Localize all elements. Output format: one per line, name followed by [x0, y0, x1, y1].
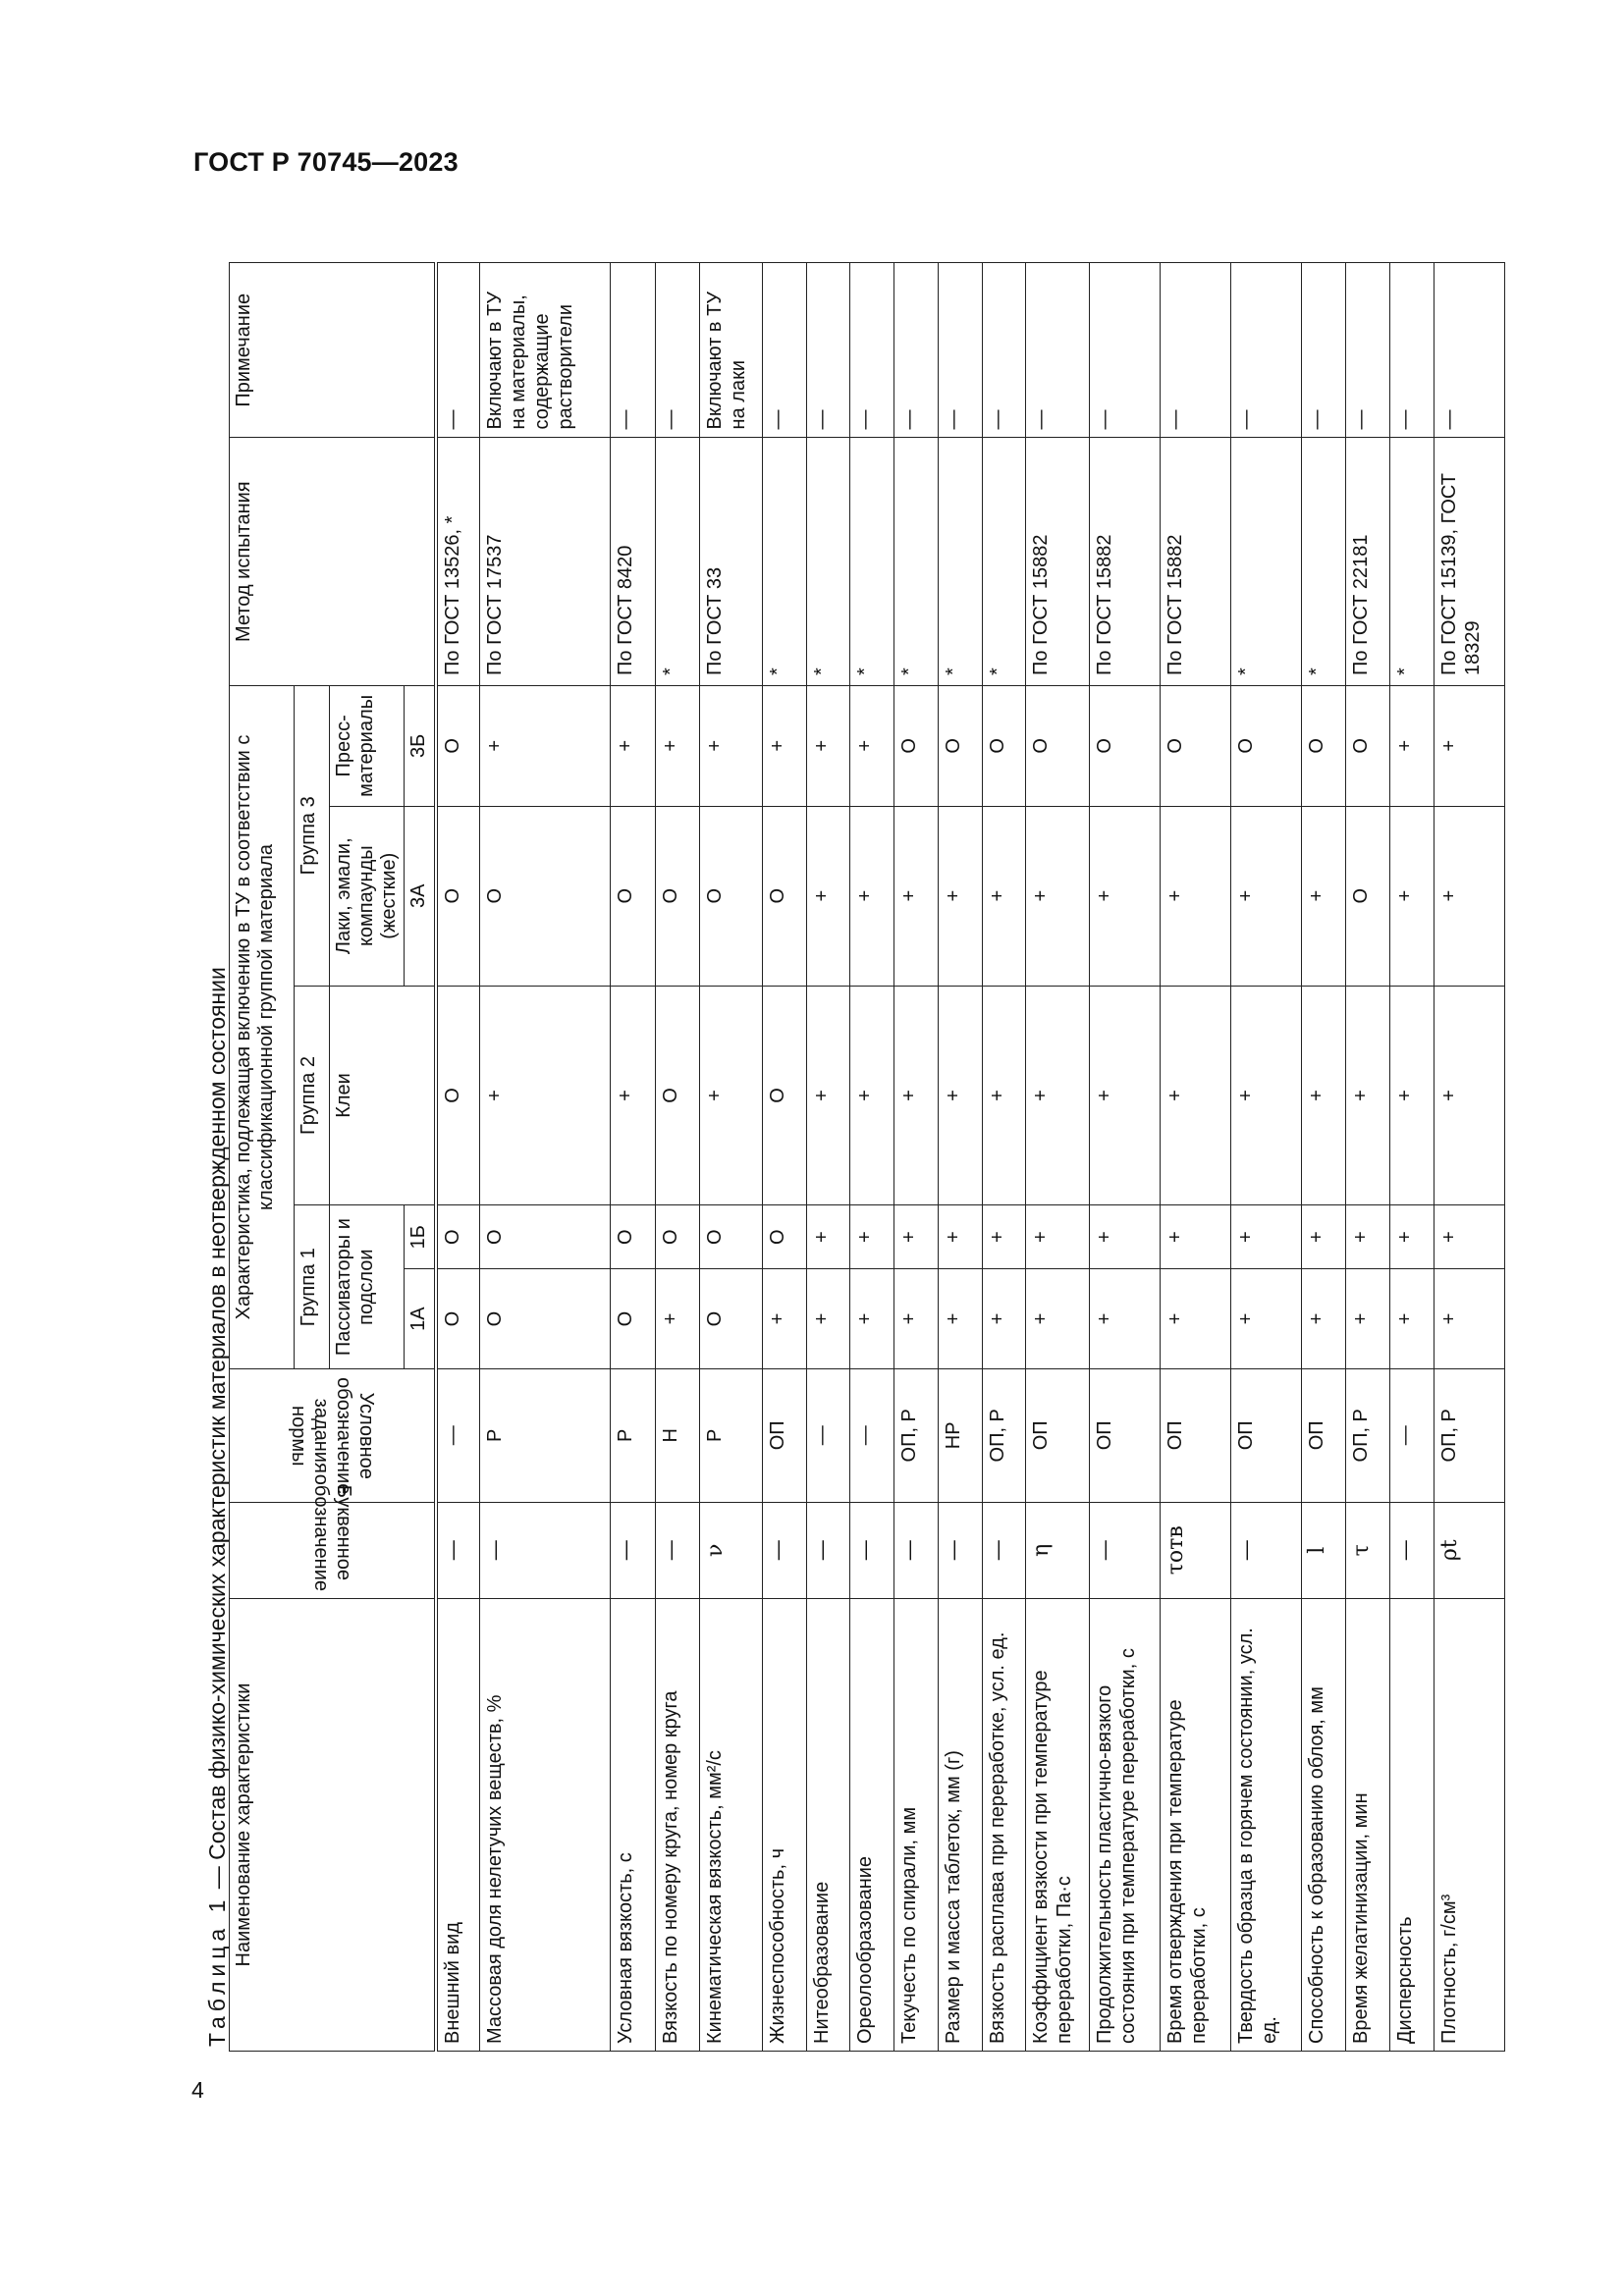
row-note: Включают в ТУ на материалы, содержащие растворители [479, 263, 610, 438]
row-group-3a: + [938, 806, 982, 986]
row-group-2: + [1160, 986, 1230, 1205]
page-number: 4 [191, 2077, 204, 2103]
row-norm: ОП, Р [1434, 1369, 1504, 1503]
row-letter: η [1026, 1502, 1089, 1598]
row-group-1b: + [1434, 1205, 1504, 1269]
row-norm: ОП [1026, 1369, 1089, 1503]
row-group-1b: О [762, 1205, 806, 1269]
row-group-1b: + [1302, 1205, 1346, 1269]
row-group-3a: О [436, 806, 480, 986]
table-row [436, 263, 480, 2052]
row-name: Твердость образца в горячем состоянии, усл. ед. [1231, 1599, 1302, 2052]
row-group-3b: + [1389, 685, 1434, 806]
row-group-3a: О [610, 806, 655, 986]
row-group-3a: О [1346, 806, 1390, 986]
row-letter: ρt [1434, 1502, 1504, 1598]
header-letter [230, 1473, 436, 1598]
row-group-1b: О [479, 1205, 610, 1269]
row-method: По ГОСТ 13526, * [436, 438, 480, 686]
row-group-3b: О [436, 685, 480, 806]
header-col-1a: 1А [405, 1269, 436, 1369]
row-group-3b: О [982, 685, 1026, 806]
row-group-3a: + [1026, 806, 1089, 986]
row-group-3a: + [1231, 806, 1302, 986]
row-norm: ОП [762, 1369, 806, 1503]
row-group-3b: О [1302, 685, 1346, 806]
table-row [479, 263, 610, 2052]
row-note: — [610, 263, 655, 438]
row-letter: — [850, 1502, 894, 1598]
header-group-3-sub-b: Пресс-материалы [330, 685, 405, 806]
row-group-2: + [894, 986, 939, 1205]
row-group-1a: + [1160, 1269, 1230, 1369]
row-note: — [1026, 263, 1089, 438]
row-group-1b: О [655, 1205, 699, 1269]
header-group-1-sub: Пассиваторы и подслои [330, 1205, 405, 1369]
row-letter: — [806, 1502, 850, 1598]
row-group-1b: + [850, 1205, 894, 1269]
row-group-1b: + [1089, 1205, 1160, 1269]
header-inclusion: Характеристика, подлежащая включению в ТУ в соответствии с классификационной группой материала [230, 685, 295, 1368]
row-letter: — [610, 1502, 655, 1598]
row-group-2: + [1089, 986, 1160, 1205]
row-name: Вязкость расплава при переработке, усл. ед. [982, 1599, 1026, 2052]
header-group-3: Группа 3 [295, 685, 330, 986]
row-norm: ОП, Р [982, 1369, 1026, 1503]
row-note: — [806, 263, 850, 438]
row-norm: Р [479, 1369, 610, 1503]
row-group-1b: + [1231, 1205, 1302, 1269]
row-group-3b: О [894, 685, 939, 806]
table-caption-prefix: Таблица 1 [204, 1895, 230, 2047]
row-note: — [850, 263, 894, 438]
table-row [1346, 263, 1390, 2052]
row-group-1b: + [1026, 1205, 1089, 1269]
document-header: ГОСТ Р 70745—2023 [193, 147, 459, 177]
row-group-2: О [762, 986, 806, 1205]
row-group-1b: + [1346, 1205, 1390, 1269]
header-group-1: Группа 1 [295, 1205, 330, 1369]
row-group-2: + [850, 986, 894, 1205]
row-group-1b: О [699, 1205, 762, 1269]
row-norm: ОП, Р [1346, 1369, 1390, 1503]
row-group-3a: + [1389, 806, 1434, 986]
rotated-table-area [196, 256, 1484, 2086]
row-name: Продолжительность пластично-вязкого состояния при температуре переработки, с [1089, 1599, 1160, 2052]
row-group-3a: О [762, 806, 806, 986]
row-letter: l [1302, 1502, 1346, 1598]
table-row [1089, 263, 1160, 2052]
row-group-2: + [610, 986, 655, 1205]
row-group-1b: + [806, 1205, 850, 1269]
row-letter: τ [1346, 1502, 1390, 1598]
row-group-1b: + [1160, 1205, 1230, 1269]
row-group-3a: + [1089, 806, 1160, 986]
row-method: * [982, 438, 1026, 686]
characteristics-table [229, 262, 1505, 2052]
row-group-1a: + [655, 1269, 699, 1369]
header-group-2: Группа 2 [295, 986, 330, 1205]
row-letter: — [982, 1502, 1026, 1598]
row-note: — [1434, 263, 1504, 438]
row-norm: — [850, 1369, 894, 1503]
row-group-1a: + [1389, 1269, 1434, 1369]
row-group-1a: + [982, 1269, 1026, 1369]
row-method: * [1389, 438, 1434, 686]
row-note: — [1231, 263, 1302, 438]
header-col-3a: 3А [405, 806, 436, 986]
row-method: По ГОСТ 8420 [610, 438, 655, 686]
row-letter: — [762, 1502, 806, 1598]
row-group-2: + [1434, 986, 1504, 1205]
row-note: Включают в ТУ на лаки [699, 263, 762, 438]
row-name: Кинематическая вязкость, мм²/с [699, 1599, 762, 2052]
row-method: * [762, 438, 806, 686]
row-group-1b: + [938, 1205, 982, 1269]
table-row [1160, 263, 1230, 2052]
row-norm: Н [655, 1369, 699, 1503]
row-method: * [894, 438, 939, 686]
row-letter: — [655, 1502, 699, 1598]
row-name: Время желатинизации, мин [1346, 1599, 1390, 2052]
row-name: Нитеобразование [806, 1599, 850, 2052]
row-letter: — [894, 1502, 939, 1598]
row-group-1b: О [436, 1205, 480, 1269]
header-col-3b: 3Б [405, 685, 436, 806]
row-group-3a: О [655, 806, 699, 986]
row-letter: ν [699, 1502, 762, 1598]
row-note: — [982, 263, 1026, 438]
table-row [762, 263, 806, 2052]
row-letter: — [938, 1502, 982, 1598]
row-note: — [655, 263, 699, 438]
row-note: — [894, 263, 939, 438]
row-group-1a: + [1089, 1269, 1160, 1369]
row-method: По ГОСТ 15139, ГОСТ 18329 [1434, 438, 1504, 686]
header-group-3-sub-a: Лаки, эмали, компаунды (жесткие) [330, 806, 405, 986]
table-head [230, 263, 436, 2052]
row-group-3a: + [1302, 806, 1346, 986]
row-group-3a: + [894, 806, 939, 986]
row-name: Жизнеспособность, ч [762, 1599, 806, 2052]
row-group-3b: + [610, 685, 655, 806]
table-row [938, 263, 982, 2052]
row-method: * [655, 438, 699, 686]
row-letter: — [479, 1502, 610, 1598]
row-group-3b: + [850, 685, 894, 806]
table-row [1389, 263, 1434, 2052]
row-group-3a: О [479, 806, 610, 986]
row-group-3b: + [762, 685, 806, 806]
header-letter-text: Буквенное обозначение [309, 1473, 354, 1592]
row-group-3b: О [1160, 685, 1230, 806]
row-note: — [1389, 263, 1434, 438]
row-group-1b: + [894, 1205, 939, 1269]
row-letter: — [1389, 1502, 1434, 1598]
header-norm-text: Условное обозначение задания нормы [287, 1376, 377, 1494]
table-row [610, 263, 655, 2052]
row-letter: — [1089, 1502, 1160, 1598]
row-norm: — [436, 1369, 480, 1503]
row-norm: ОП [1231, 1369, 1302, 1503]
row-group-1a: + [806, 1269, 850, 1369]
row-note: — [1302, 263, 1346, 438]
row-group-3b: + [806, 685, 850, 806]
header-norm [230, 1369, 436, 1503]
row-group-2: + [699, 986, 762, 1205]
row-group-3b: О [1231, 685, 1302, 806]
row-note: — [1089, 263, 1160, 438]
row-norm: ОП [1160, 1369, 1230, 1503]
row-letter: τотв [1160, 1502, 1230, 1598]
row-note: — [1346, 263, 1390, 438]
row-group-1a: + [894, 1269, 939, 1369]
table-row [699, 263, 762, 2052]
row-group-2: + [1389, 986, 1434, 1205]
row-note: — [436, 263, 480, 438]
row-name: Вязкость по номеру круга, номер круга [655, 1599, 699, 2052]
row-group-2: + [938, 986, 982, 1205]
row-group-3a: + [1160, 806, 1230, 986]
row-method: По ГОСТ 15882 [1026, 438, 1089, 686]
row-note: — [938, 263, 982, 438]
row-name: Размер и масса таблеток, мм (г) [938, 1599, 982, 2052]
row-name: Условная вязкость, с [610, 1599, 655, 2052]
row-group-1a: + [1026, 1269, 1089, 1369]
row-group-2: + [1346, 986, 1390, 1205]
row-method: * [1302, 438, 1346, 686]
row-group-1a: + [850, 1269, 894, 1369]
header-group-2-sub: Клеи [330, 986, 436, 1205]
row-name: Текучесть по спирали, мм [894, 1599, 939, 2052]
row-norm: ОП, Р [894, 1369, 939, 1503]
header-method: Метод испытания [230, 438, 436, 686]
row-letter: — [436, 1502, 480, 1598]
table-body [436, 263, 1505, 2052]
row-method: По ГОСТ 17537 [479, 438, 610, 686]
row-group-1a: + [1434, 1269, 1504, 1369]
row-group-2: + [479, 986, 610, 1205]
table-row [1434, 263, 1504, 2052]
row-norm: ОП [1089, 1369, 1160, 1503]
table-row [1026, 263, 1089, 2052]
row-name: Дисперсность [1389, 1599, 1434, 2052]
row-group-1a: О [610, 1269, 655, 1369]
row-name: Коэффициент вязкости при температуре переработки, Па·с [1026, 1599, 1089, 2052]
table-row [894, 263, 939, 2052]
row-method: По ГОСТ 33 [699, 438, 762, 686]
row-group-3b: + [479, 685, 610, 806]
header-name: Наименование характеристики [230, 1599, 436, 2052]
table-caption [204, 967, 231, 2047]
row-note: — [1160, 263, 1230, 438]
row-group-3a: О [699, 806, 762, 986]
row-group-2: + [1026, 986, 1089, 1205]
row-group-3b: О [1089, 685, 1160, 806]
row-group-3a: + [806, 806, 850, 986]
row-letter: — [1231, 1502, 1302, 1598]
row-group-3b: О [1346, 685, 1390, 806]
row-norm: ОП [1302, 1369, 1346, 1503]
row-group-1a: + [938, 1269, 982, 1369]
row-group-3b: О [1026, 685, 1089, 806]
table-row [850, 263, 894, 2052]
row-group-1a: О [436, 1269, 480, 1369]
header-note: Примечание [230, 263, 436, 438]
row-group-1a: О [699, 1269, 762, 1369]
row-norm: НР [938, 1369, 982, 1503]
row-group-2: + [1231, 986, 1302, 1205]
row-name: Плотность, г/см³ [1434, 1599, 1504, 2052]
table-row [1302, 263, 1346, 2052]
row-name: Способность к образованию облоя, мм [1302, 1599, 1346, 2052]
row-name: Внешний вид [436, 1599, 480, 2052]
row-group-3b: О [938, 685, 982, 806]
row-group-1b: + [982, 1205, 1026, 1269]
row-norm: Р [610, 1369, 655, 1503]
row-method: * [850, 438, 894, 686]
row-group-1a: + [1231, 1269, 1302, 1369]
row-method: * [1231, 438, 1302, 686]
row-group-3b: + [655, 685, 699, 806]
row-group-3b: + [699, 685, 762, 806]
row-method: * [806, 438, 850, 686]
row-group-3b: + [1434, 685, 1504, 806]
row-group-3a: + [982, 806, 1026, 986]
row-method: По ГОСТ 15882 [1160, 438, 1230, 686]
row-name: Массовая доля нелетучих веществ, % [479, 1599, 610, 2052]
row-norm: — [1389, 1369, 1434, 1503]
row-name: Ореолообразование [850, 1599, 894, 2052]
table-row [1231, 263, 1302, 2052]
row-group-1a: + [762, 1269, 806, 1369]
row-group-3a: + [850, 806, 894, 986]
row-note: — [762, 263, 806, 438]
row-group-2: + [806, 986, 850, 1205]
row-group-1b: О [610, 1205, 655, 1269]
row-group-2: + [1302, 986, 1346, 1205]
row-group-1a: + [1346, 1269, 1390, 1369]
row-group-3a: + [1434, 806, 1504, 986]
row-method: * [938, 438, 982, 686]
row-norm: Р [699, 1369, 762, 1503]
table-row [982, 263, 1026, 2052]
table-row [655, 263, 699, 2052]
row-norm: — [806, 1369, 850, 1503]
table-caption-title: — Состав физико-химических характеристик материалов в неотвержденном состоянии [204, 967, 230, 1896]
row-group-2: О [655, 986, 699, 1205]
row-name: Время отверждения при температуре переработки, с [1160, 1599, 1230, 2052]
table-row [806, 263, 850, 2052]
row-group-2: О [436, 986, 480, 1205]
header-col-1b: 1Б [405, 1205, 436, 1269]
row-group-2: + [982, 986, 1026, 1205]
row-group-1a: + [1302, 1269, 1346, 1369]
row-group-1a: О [479, 1269, 610, 1369]
row-method: По ГОСТ 22181 [1346, 438, 1390, 686]
row-method: По ГОСТ 15882 [1089, 438, 1160, 686]
row-group-1b: + [1389, 1205, 1434, 1269]
